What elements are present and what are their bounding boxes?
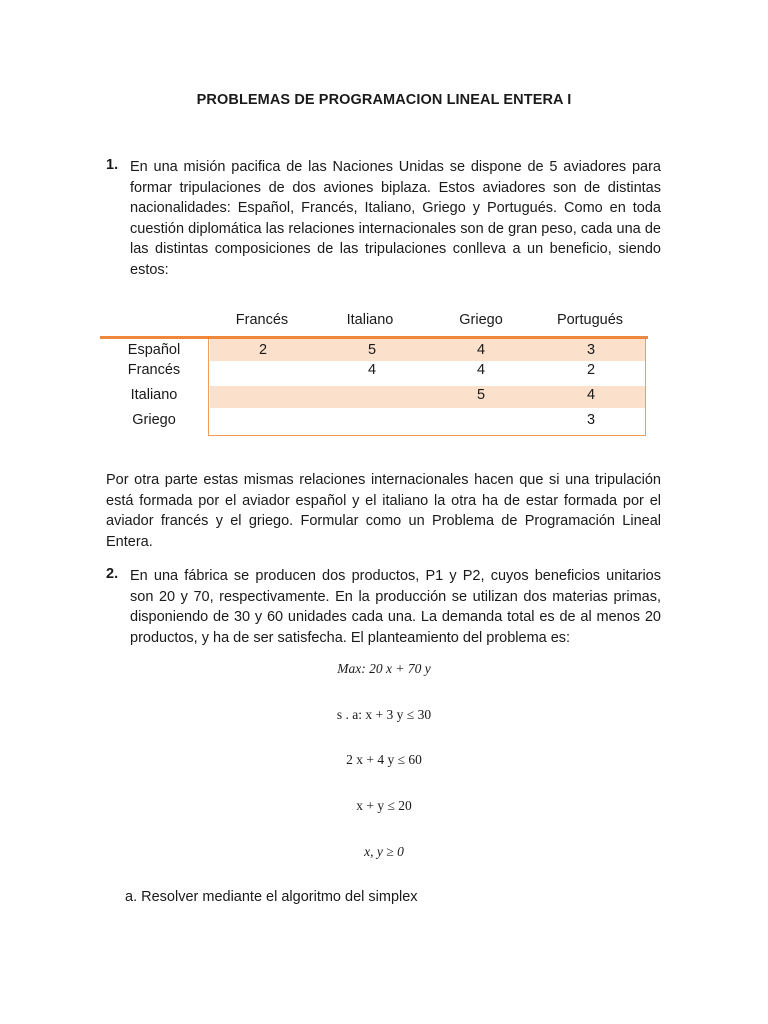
benefit-table [100,300,660,450]
table-cell: 4 [367,362,377,378]
column-header: Portugués [556,312,624,328]
table-cell: 4 [476,362,486,378]
row-header: Griego [132,412,176,428]
problem-1 [106,157,661,281]
constraint-1: s . a: x + 3 y ≤ 30 [336,707,432,722]
table-top-rule [100,336,648,339]
problem-text: En una fábrica se producen dos productos, P1 y P2, cuyos beneficios unitarios son 20 y 70, respectivamente. En la producción se utilizan dos materias primas, disponiendo de 30 y 60 unidades cada una. La demanda total es de al menos 20 productos, y ha de ser satisfecha. El planteamiento del problema es: [130,568,661,646]
table-cell: 4 [586,387,596,403]
problem-number: 1. [106,157,119,173]
problem-2 [106,566,661,648]
problem-text: En una misión pacifica de las Naciones Unidas se dispone de 5 aviadores para formar tripulaciones de dos aviones biplaza. Estos aviadores son de distintas nacionalidades: Español, Francés, Italiano, Griego y Portugués. Como en toda cuestión diplomática las relaciones internacionales son de gran peso, cada una de las distintas composiciones de las tripulaciones conlleva a un beneficio, siendo estos: [130,159,661,278]
objective-function: Max: 20 x + 70 y [337,661,431,676]
table-cell: 5 [476,387,486,403]
table-cell: 4 [476,342,486,358]
column-header: Italiano [346,312,394,328]
row-header: Español [127,342,181,358]
row-header: Italiano [130,387,178,403]
problem-number: 2. [106,566,119,582]
table-cell: 2 [258,342,268,358]
column-header: Griego [459,312,503,328]
table-cell: 5 [367,342,377,358]
subitem-a: a. Resolver mediante el algoritmo del simplex [125,889,418,905]
page-title: PROBLEMAS DE PROGRAMACION LINEAL ENTERA I [196,92,572,108]
constraint-paragraph: Por otra parte estas mismas relaciones internacionales hacen que si una tripulación está formada por el aviador español y el italiano la otra ha de estar formada por el aviador francés y el griego. Formular como un Problema de Programación Lineal Entera. [106,472,661,550]
table-cell: 3 [586,342,596,358]
column-header: Francés [235,312,289,328]
table-cell: 3 [586,412,596,428]
nonnegativity: x, y ≥ 0 [364,844,404,859]
table-cell: 2 [586,362,596,378]
row-header: Francés [127,362,181,378]
constraint-3: x + y ≤ 20 [356,798,412,813]
constraint-2: 2 x + 4 y ≤ 60 [346,752,422,767]
